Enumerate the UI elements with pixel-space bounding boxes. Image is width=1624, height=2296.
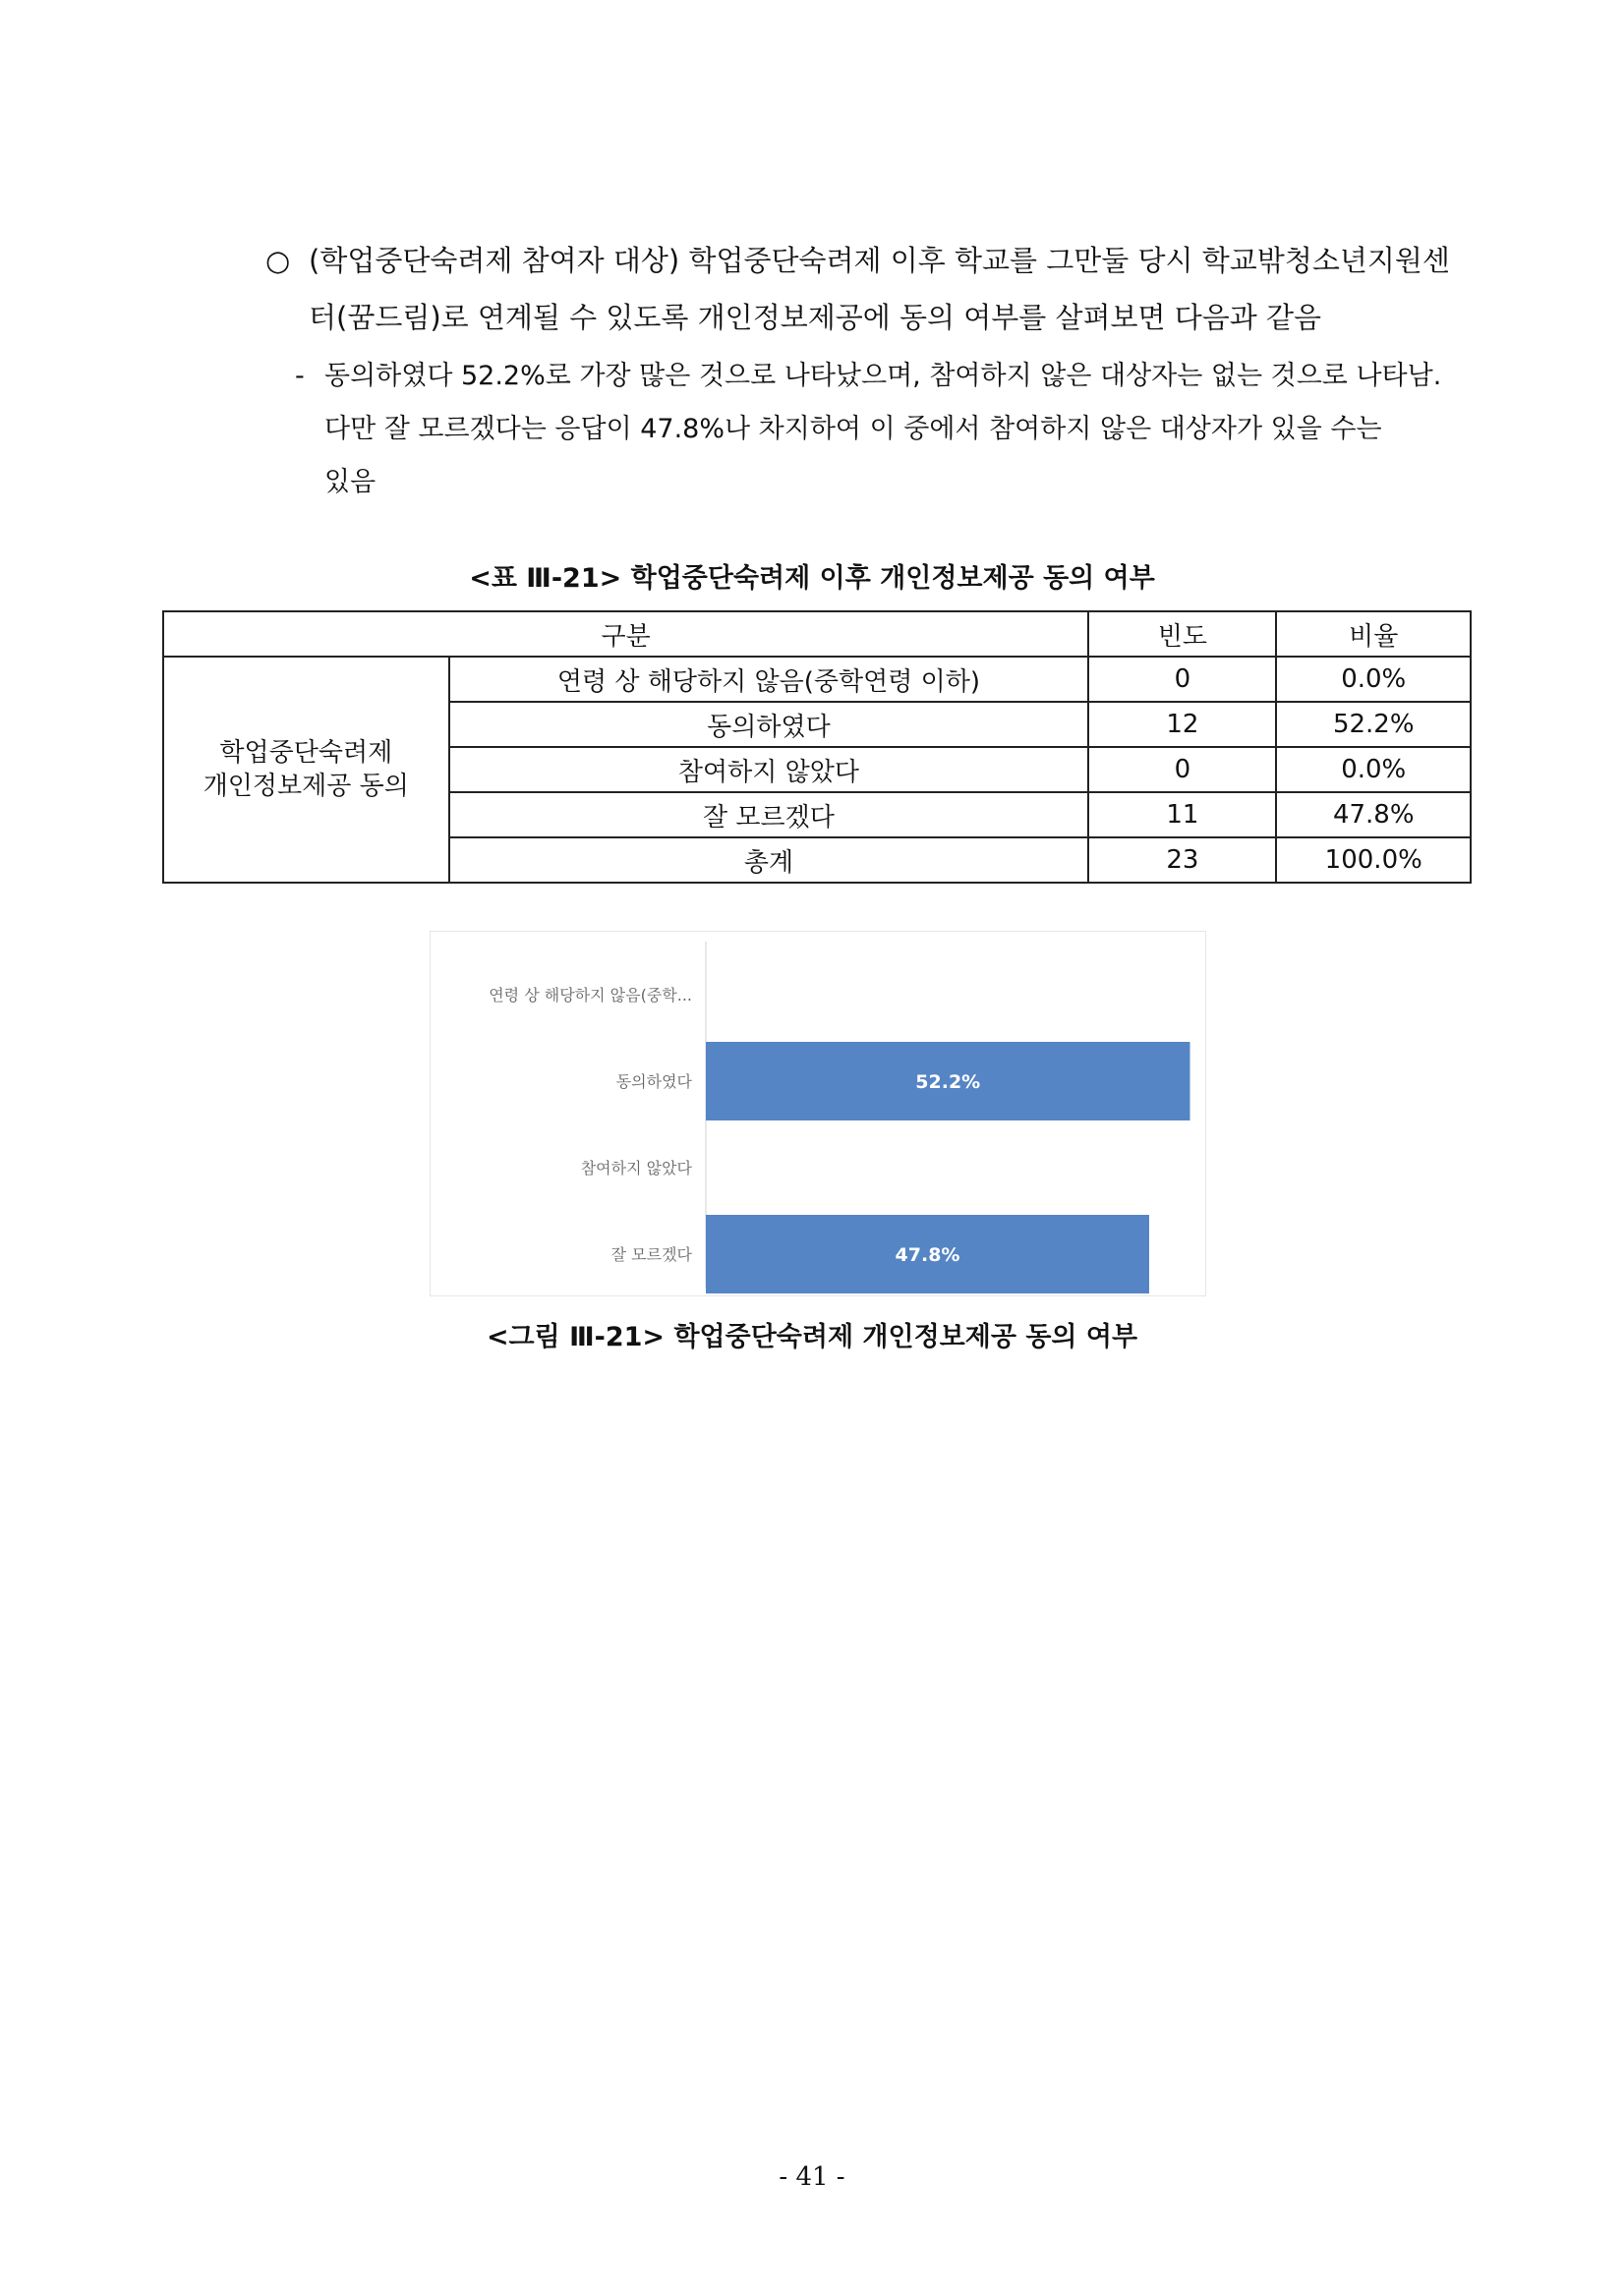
- header-ratio: 비율: [1276, 611, 1471, 657]
- header-freq: 빈도: [1088, 611, 1276, 657]
- row-freq: 11: [1088, 792, 1276, 837]
- data-label: 47.8%: [895, 1244, 960, 1266]
- paragraph-line: 동의하였다 52.2%로 가장 많은 것으로 나타났으며, 참여하지 않은 대상자는 없는 것으로 나타남.: [324, 361, 1442, 391]
- row-item: 잘 모르겠다: [449, 792, 1089, 837]
- row-ratio: 47.8%: [1276, 792, 1471, 837]
- category-label: 잘 모르겠다: [610, 1245, 692, 1264]
- chart-canvas: [431, 932, 1205, 1295]
- group-label: [163, 657, 449, 883]
- paragraph-line: 터(꿈드림)로 연계될 수 있도록 개인정보제공에 동의 여부를 살펴보면 다음과 같음: [309, 301, 1322, 334]
- row-item: 동의하였다: [449, 702, 1089, 747]
- row-item: 연령 상 해당하지 않음(중학연령 이하): [449, 657, 1089, 702]
- row-item: 총계: [449, 837, 1089, 883]
- page-number: - 41 -: [779, 2162, 845, 2192]
- category-label: 동의하였다: [615, 1072, 692, 1091]
- row-freq: 0: [1088, 657, 1276, 702]
- consent-table: [162, 610, 1472, 884]
- dash-bullet: -: [295, 361, 305, 391]
- row-item: 참여하지 않았다: [449, 747, 1089, 792]
- group-label-line: 학업중단숙려제: [219, 738, 393, 768]
- paragraph-line: 다만 잘 모르겠다는 응답이 47.8%나 차지하여 이 중에서 참여하지 않은 대상자가 있을 수는: [324, 414, 1382, 444]
- row-freq: 12: [1088, 702, 1276, 747]
- header-category: 구분: [163, 611, 1088, 657]
- row-ratio: 0.0%: [1276, 657, 1471, 702]
- consent-bar-chart: [431, 932, 1205, 1295]
- paragraph-line: 있음: [324, 467, 377, 497]
- row-ratio: 52.2%: [1276, 702, 1471, 747]
- row-freq: 23: [1088, 837, 1276, 883]
- category-label: 연령 상 해당하지 않음(중학...: [489, 986, 692, 1004]
- row-freq: 0: [1088, 747, 1276, 792]
- table-caption: <표 Ⅲ-21> 학업중단숙려제 이후 개인정보제공 동의 여부: [469, 563, 1155, 594]
- circle-bullet: ○: [265, 244, 291, 277]
- row-ratio: 0.0%: [1276, 747, 1471, 792]
- row-ratio: 100.0%: [1276, 837, 1471, 883]
- group-label-line: 개인정보제공 동의: [203, 772, 409, 801]
- figure-caption: <그림 Ⅲ-21> 학업중단숙려제 개인정보제공 동의 여부: [486, 1322, 1138, 1352]
- category-label: 참여하지 않았다: [580, 1159, 692, 1177]
- paragraph-line: (학업중단숙려제 참여자 대상) 학업중단숙려제 이후 학교를 그만둘 당시 학교밖청소년지원센: [309, 244, 1450, 277]
- data-label: 52.2%: [915, 1071, 981, 1093]
- table-row: [163, 657, 1471, 702]
- table-header-row: [163, 611, 1471, 657]
